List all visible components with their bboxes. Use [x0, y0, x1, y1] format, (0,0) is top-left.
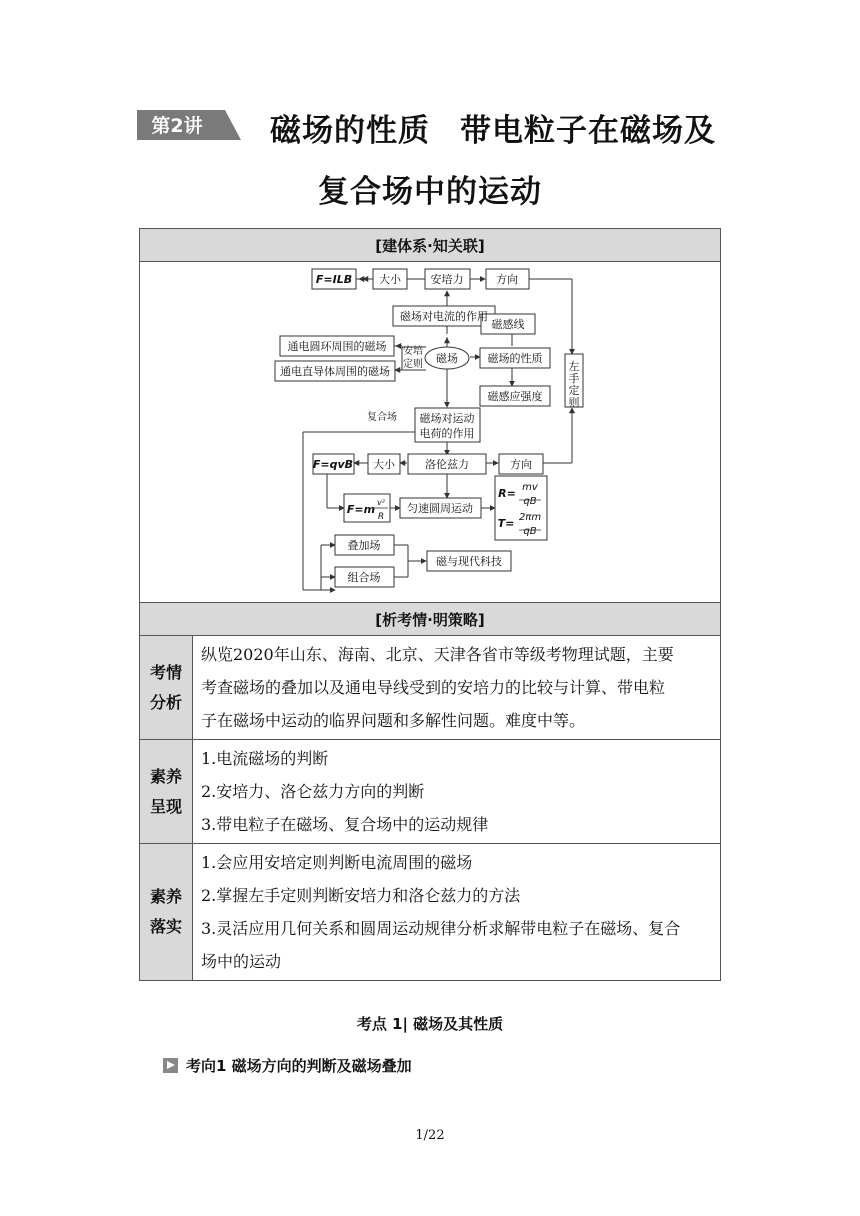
row-label-literacy-present-1: 素养 [149, 766, 182, 786]
text-line: 考查磁场的叠加以及通电导线受到的安培力的比较与计算、带电粒 [201, 678, 666, 697]
text-line: 3.带电粒子在磁场、复合场中的运动规律 [201, 815, 489, 834]
node-field-on-charge-1: 磁场对运动 [419, 412, 475, 425]
text-line: 2.安培力、洛仑兹力方向的判断 [201, 782, 425, 801]
node-straight-wire-field: 通电直导体周围的磁场 [280, 365, 390, 378]
node-daxiao-2: 大小 [373, 458, 395, 471]
formula-t-eq: T= [497, 517, 515, 530]
row-label-literacy-apply-1: 素养 [149, 887, 182, 906]
row-content-analysis [193, 636, 721, 740]
node-magnetic-field: 磁场 [436, 352, 458, 365]
row-content-literacy-present [193, 740, 721, 844]
formula-qb-2: qB [523, 526, 537, 537]
formula-f-m: F=m [346, 503, 376, 516]
text-line: 子在磁场中运动的临界问题和多解性问题。难度中等。 [201, 711, 586, 730]
row-label-literacy-apply-2: 落实 [149, 917, 182, 936]
text-line: 1.会应用安培定则判断电流周围的磁场 [201, 853, 473, 872]
label-fuhechang: 复合场 [367, 412, 397, 423]
formula-mv: mv [522, 482, 538, 493]
title-part-b: 带电粒子在磁场及 [460, 113, 716, 149]
formula-r: R [377, 512, 385, 522]
node-uniform-circular-motion: 匀速圆周运动 [407, 502, 473, 515]
row-label-literacy-apply [140, 844, 193, 981]
section-heading-system: [建体系·知关联] [140, 229, 721, 262]
formula-r-eq: R= [498, 487, 516, 500]
row-label-analysis-2: 分析 [149, 692, 182, 712]
node-f-qvb: F=qvB [312, 458, 354, 471]
node-fangxiang-2: 方向 [510, 458, 532, 471]
overview-table [139, 228, 721, 981]
text-line: 3.灵活应用几何关系和圆周运动规律分析求解带电粒子在磁场、复合 [201, 919, 681, 938]
page-title-line2: 复合场中的运动 [318, 174, 542, 210]
node-left-hand-2: 手 [568, 372, 580, 385]
page-number: 1/22 [415, 1128, 445, 1143]
label-anpei: 安培 [403, 346, 423, 357]
formula-v2: v² [377, 498, 385, 507]
node-fangxiang-1: 方向 [496, 273, 518, 286]
text-line: 1.电流磁场的判断 [201, 749, 329, 768]
kaoxiang-label: 考向1 磁场方向的判断及磁场叠加 [186, 1057, 412, 1075]
formula-2pim: 2πm [518, 512, 542, 523]
node-f-ilb: F=ILB [315, 273, 353, 286]
node-lorentz-force: 洛伦兹力 [425, 458, 469, 471]
row-label-literacy-present [140, 740, 193, 844]
node-anpeili: 安培力 [430, 273, 464, 286]
row-label-literacy-present-2: 呈现 [149, 796, 182, 816]
concept-map [140, 262, 720, 602]
node-field-lines: 磁感线 [491, 318, 525, 331]
kaoxiang-heading [163, 1055, 412, 1076]
node-ring-current-field: 通电圆环周围的磁场 [287, 340, 387, 353]
concept-map-cell [140, 262, 721, 603]
node-field-properties: 磁场的性质 [487, 352, 543, 365]
title-part-a: 磁场的性质 [270, 113, 430, 149]
node-left-hand-3: 定 [568, 384, 580, 397]
text-line: 纵览2020年山东、海南、北京、天津各省市等级考物理试题，主要 [201, 645, 674, 664]
node-daxiao-1: 大小 [379, 273, 401, 286]
play-triangle-icon [163, 1058, 178, 1073]
row-content-literacy-apply [193, 844, 721, 981]
node-field-on-current: 磁场对电流的作用 [400, 310, 488, 323]
node-superposed-field: 叠加场 [347, 539, 381, 552]
text-line: 2.掌握左手定则判断安培力和洛仑兹力的方法 [201, 886, 521, 905]
row-label-analysis [140, 636, 193, 740]
node-modern-tech: 磁与现代科技 [436, 555, 502, 568]
node-left-hand-1: 左 [568, 360, 580, 373]
page-title [270, 105, 716, 150]
node-induction-strength: 磁感应强度 [487, 390, 543, 403]
kaodian-heading: 考点 1| 磁场及其性质 [356, 1015, 504, 1033]
row-label-analysis-1: 考情 [149, 662, 182, 682]
section-heading-strategy: [析考情·明策略] [140, 603, 721, 636]
label-dingze: 定则 [403, 359, 423, 370]
node-combined-field: 组合场 [347, 571, 381, 584]
node-left-hand-4: 则 [568, 396, 580, 409]
lecture-badge-label: 第2讲 [151, 115, 203, 137]
lecture-badge [137, 110, 241, 140]
text-line: 场中的运动 [201, 952, 282, 971]
formula-qb: qB [523, 496, 537, 507]
node-field-on-charge-2: 电荷的作用 [419, 427, 475, 440]
